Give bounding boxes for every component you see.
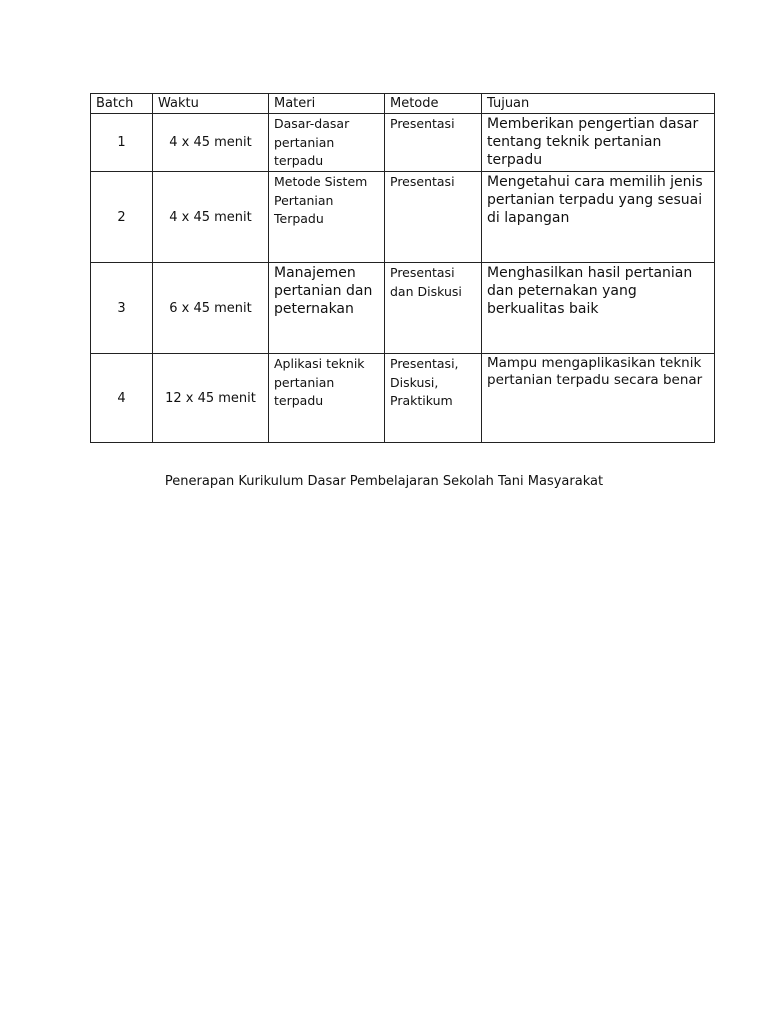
cell-tujuan: Mampu mengaplikasikan teknik pertanian terpadu secara benar [482, 354, 715, 443]
table-row [91, 354, 715, 443]
cell-waktu: 6 x 45 menit [153, 263, 269, 354]
header-waktu: Waktu [153, 94, 269, 114]
cell-tujuan: Memberikan pengertian dasar tentang teknik pertanian terpadu [482, 114, 715, 172]
cell-metode: Presentasi dan Diskusi [385, 263, 482, 354]
cell-waktu: 4 x 45 menit [153, 172, 269, 263]
cell-batch: 1 [91, 114, 153, 172]
cell-metode: Presentasi [385, 114, 482, 172]
header-materi: Materi [269, 94, 385, 114]
cell-materi: Aplikasi teknik pertanian terpadu [269, 354, 385, 443]
header-tujuan: Tujuan [482, 94, 715, 114]
cell-batch: 2 [91, 172, 153, 263]
cell-batch: 4 [91, 354, 153, 443]
cell-waktu: 12 x 45 menit [153, 354, 269, 443]
header-batch: Batch [91, 94, 153, 114]
cell-metode: Presentasi [385, 172, 482, 263]
cell-materi: Manajemen pertanian dan peternakan [269, 263, 385, 354]
cell-metode: Presentasi, Diskusi, Praktikum [385, 354, 482, 443]
table-row [91, 263, 715, 354]
header-metode: Metode [385, 94, 482, 114]
cell-materi: Metode Sistem Pertanian Terpadu [269, 172, 385, 263]
table-header-row [91, 94, 715, 114]
table-caption: Penerapan Kurikulum Dasar Pembelajaran Sekolah Tani Masyarakat [164, 474, 604, 489]
cell-waktu: 4 x 45 menit [153, 114, 269, 172]
cell-batch: 3 [91, 263, 153, 354]
cell-tujuan: Mengetahui cara memilih jenis pertanian terpadu yang sesuai di lapangan [482, 172, 715, 263]
cell-materi: Dasar-dasar pertanian terpadu [269, 114, 385, 172]
curriculum-table [90, 93, 715, 443]
table-row [91, 114, 715, 172]
table-row [91, 172, 715, 263]
cell-tujuan: Menghasilkan hasil pertanian dan peternakan yang berkualitas baik [482, 263, 715, 354]
